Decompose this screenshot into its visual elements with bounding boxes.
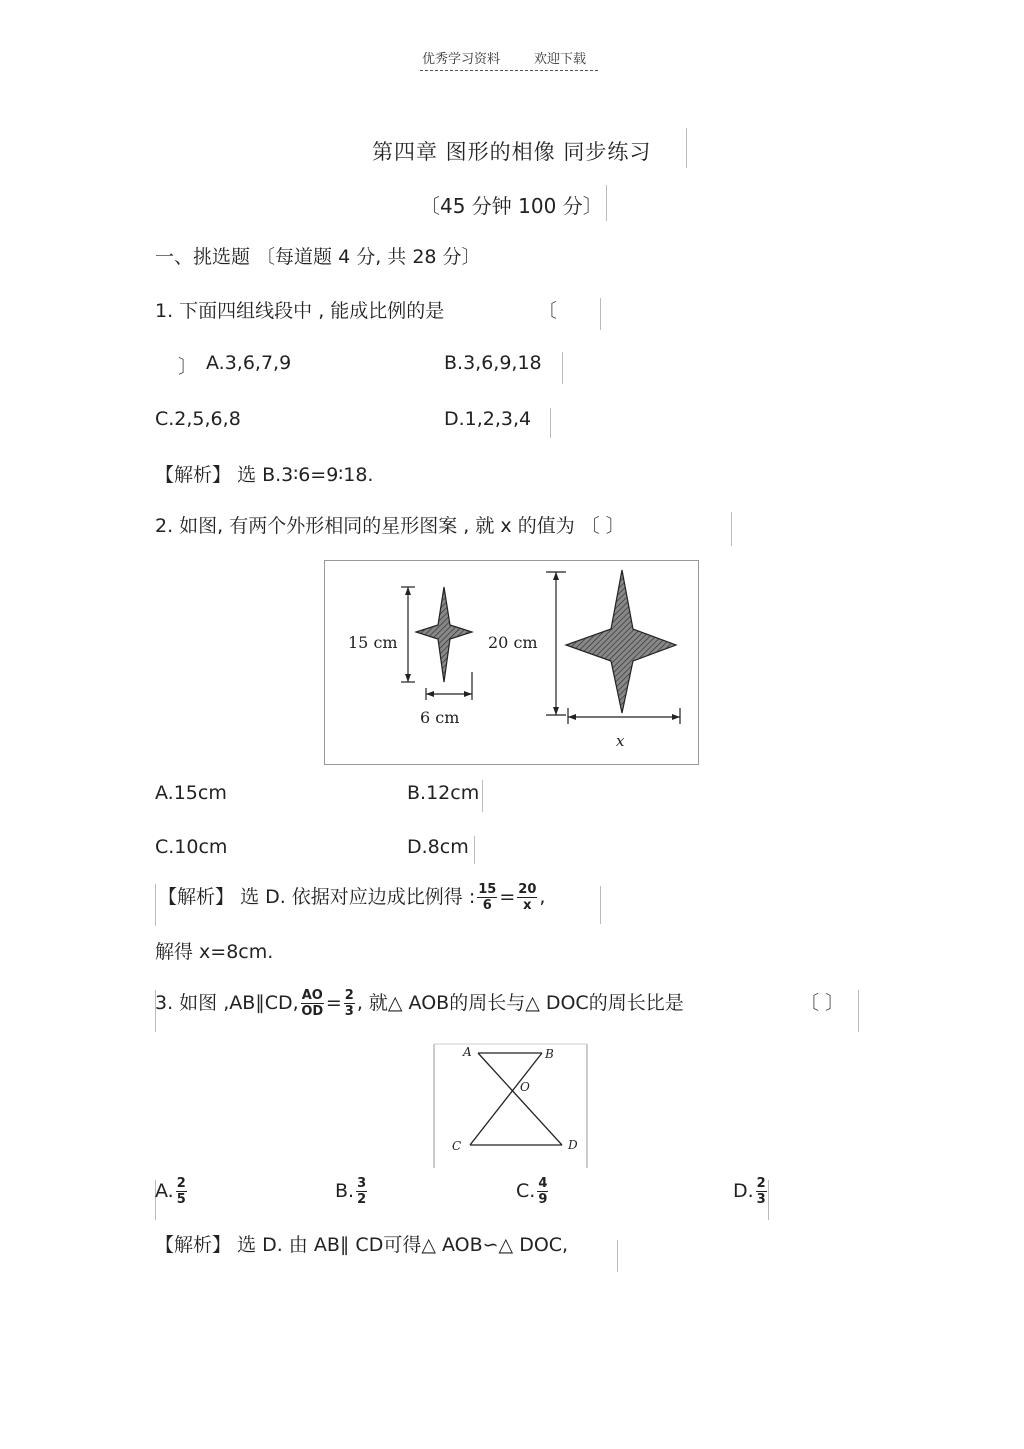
scan-artifact	[550, 408, 551, 438]
q2-analysis: 【解析】 选 D. 依据对应边成比例得 : $\frac{15}{6}$ = $\frac{20}{x}$ ,	[158, 882, 546, 913]
q3-stem: 3. 如图 ,AB∥CD, $\frac{AO}{OD}$ = $\frac{2}{3}$ , 就△ AOB的周长与△ DOC的周长比是	[155, 988, 684, 1019]
point-c-label: C	[452, 1139, 462, 1153]
q1-analysis	[155, 460, 373, 487]
scan-artifact	[768, 1180, 769, 1220]
fraction: $\frac{15}{6}$	[478, 882, 497, 913]
point-a-label: A	[463, 1045, 472, 1059]
large-star	[566, 570, 676, 713]
q2-solution: 解得 x=8cm.	[155, 941, 274, 963]
q2-stem: 2. 如图, 有两个外形相同的星形图案 , 就 x 的值为 〔 〕	[155, 515, 625, 537]
scan-artifact	[482, 780, 483, 812]
q2-option-a: A.15cm	[155, 782, 227, 804]
fraction: $\frac{AO}{OD}$	[301, 988, 324, 1019]
q3-option-c: C. $\frac{4}{9}$	[516, 1176, 548, 1207]
small-star	[416, 587, 472, 682]
fraction: $\frac{2}{3}$	[344, 988, 354, 1019]
q1-option-a: A.3,6,7,9	[206, 352, 292, 374]
analysis-label: 【解析】	[155, 1234, 232, 1256]
page-subtitle: 〔45 分钟 100 分〕	[420, 194, 603, 218]
analysis-text: 选 B.3∶6=9∶18.	[237, 464, 374, 486]
q1-option-b: B.3,6,9,18	[444, 352, 542, 374]
q2-option-d: D.8cm	[407, 836, 469, 858]
scan-artifact	[617, 1240, 618, 1272]
q1-stem: 1. 下面四组线段中 , 能成比例的是	[155, 300, 445, 322]
page-title: 第四章 图形的相像 同步练习	[372, 140, 652, 164]
q3-option-a: A. $\frac{2}{5}$	[155, 1176, 186, 1207]
scan-artifact	[858, 990, 859, 1032]
triangle-figure	[432, 1042, 590, 1170]
large-height-label: 20 cm	[488, 633, 538, 652]
scan-artifact	[686, 128, 687, 168]
q1-bracket-close: 〕	[178, 356, 198, 378]
q3-option-b: B. $\frac{3}{2}$	[335, 1176, 367, 1207]
fraction: $\frac{20}{x}$	[518, 882, 537, 913]
star-figure	[324, 560, 700, 766]
scan-artifact	[600, 886, 601, 924]
small-height-label: 15 cm	[348, 633, 398, 652]
header-rule	[420, 70, 598, 71]
q3-option-d: D. $\frac{2}{3}$	[733, 1176, 766, 1207]
scan-artifact	[155, 884, 156, 926]
scan-artifact	[600, 298, 601, 330]
scan-artifact	[474, 836, 475, 864]
point-b-label: B	[545, 1047, 554, 1061]
page-header	[422, 48, 586, 67]
analysis-text: 选 D. 由 AB∥ CD可得△ AOB∽△ DOC,	[237, 1234, 569, 1256]
scan-artifact	[731, 512, 732, 546]
small-width-label: 6 cm	[420, 708, 460, 727]
q3-bracket: 〔 〕	[800, 992, 845, 1014]
q3-analysis	[155, 1230, 568, 1257]
analysis-text: 选 D. 依据对应边成比例得 :	[240, 886, 476, 908]
scan-artifact	[562, 352, 563, 384]
segment-bc	[470, 1053, 542, 1145]
large-width-label: x	[616, 732, 625, 750]
header-right: 欢迎下载	[534, 52, 587, 67]
header-left: 优秀学习资料	[422, 52, 501, 67]
analysis-label: 【解析】	[155, 464, 232, 486]
segment-ad	[478, 1053, 562, 1145]
q1-option-d: D.1,2,3,4	[444, 408, 532, 430]
q1-option-c: C.2,5,6,8	[155, 408, 241, 430]
q2-option-c: C.10cm	[155, 836, 228, 858]
analysis-label: 【解析】	[158, 886, 235, 908]
q1-bracket-open: 〔	[538, 300, 558, 322]
point-d-label: D	[568, 1138, 578, 1152]
point-o-label: O	[520, 1080, 530, 1094]
q2-option-b: B.12cm	[407, 782, 480, 804]
scan-artifact	[606, 185, 607, 221]
section-heading: 一、挑选题 〔每道题 4 分, 共 28 分〕	[155, 246, 481, 268]
